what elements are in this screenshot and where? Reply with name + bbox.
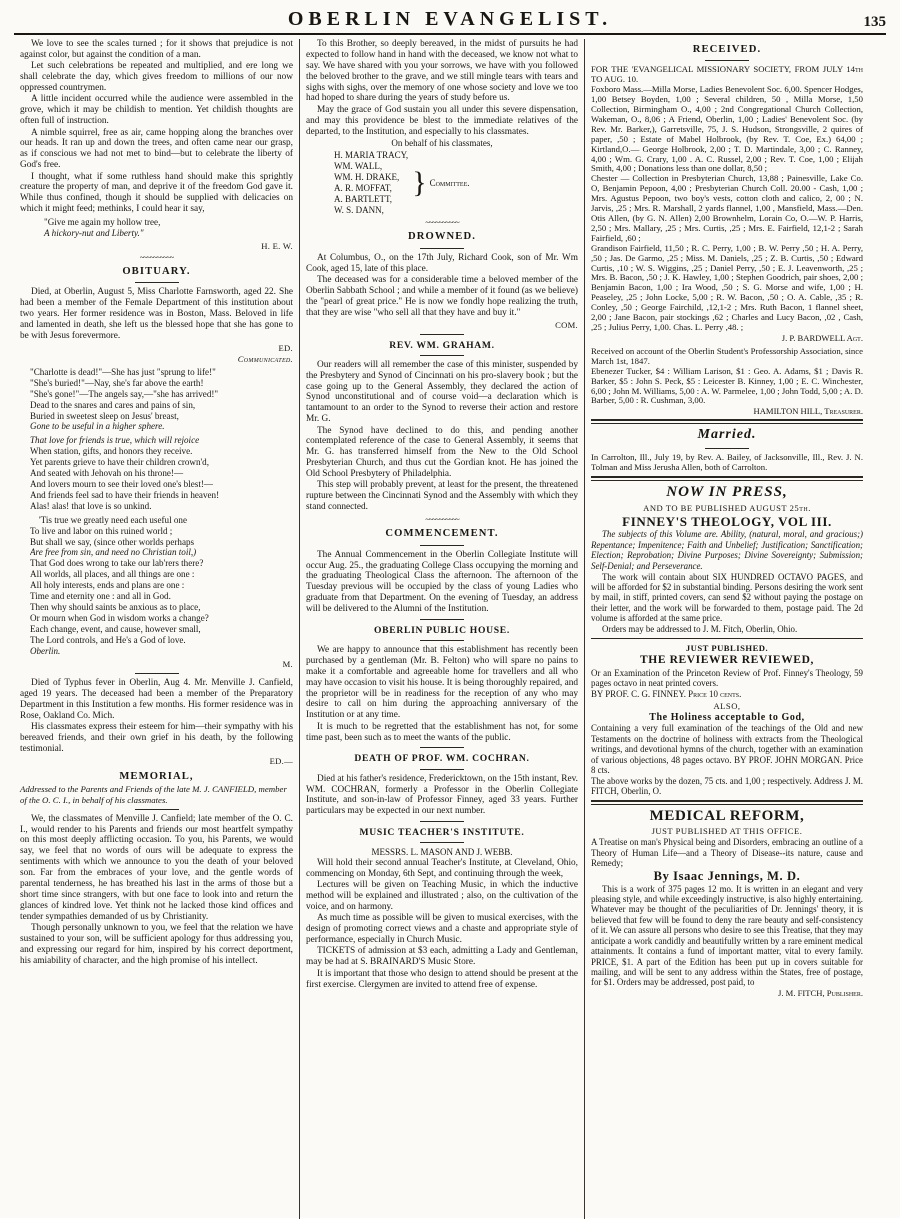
section-heading-obituary: OBITUARY.	[122, 266, 191, 278]
verse-line: "Charlotte is dead!"—She has just "sprung to life!"	[30, 366, 216, 377]
professorship-note: Received on account of the Oberlin Student's Professorship Association, since March 1st, 1847.	[591, 345, 863, 366]
signature: H. E. W.	[261, 240, 293, 251]
divider	[420, 545, 464, 546]
ad-title-reviewer-reviewed: THE REVIEWER REVIEWED,	[640, 654, 814, 667]
paragraph: Though personally unknown to you, we feel that the relation we have sustained to your son, will be sufficient apology for thus addressing you, and expressing our regard for him, inspired by his correct deportment, his amiability of character, and the high promise of his intellect.	[20, 922, 293, 966]
paragraph: The deceased was for a considerable time a beloved member of the Oberlin Sabbath School ; and while a member of it found (as we believe) the "pearl of great price." He is now we fondly hope realizing the truth, that they are wise "who sell all that they have and buy it."	[306, 275, 578, 318]
committee-member: H. MARIA TRACY,	[334, 150, 409, 161]
paragraph: To this Brother, so deeply bereaved, in the midst of pursuits he had expected to follow hand in hand with the deceased, we know not what to say. We have shared with you your sorrows, we have with you followed the beloved brother to the grave, and we still mingle tears with tears and sighs with sighs, over the memory of one whose society and love we too had hoped to share during the years of study before us.	[306, 39, 578, 104]
verse-line: "She's gone!"—The angels say,—"she has arrived!"	[30, 388, 219, 399]
verse-line: And friends feel sad to have their friends in heaven!	[30, 489, 220, 500]
committee-member: W. S. DANN,	[334, 205, 384, 216]
column-layout	[14, 39, 886, 1219]
verse-line: That God does wrong to take our lab'rers there?	[30, 558, 204, 569]
paragraph: May the grace of God sustain you all under this severe dispensation, and may this providence be blest to the immediate relatives of the departed, to the Institution, and especially to his classmates.	[306, 104, 578, 137]
divider	[705, 60, 749, 61]
ad-title-medical-reform: MEDICAL REFORM,	[649, 807, 805, 824]
paragraph: The above works by the dozen, 75 cts. and 1,00 ; respectively. Address J. M. FITCH, Oberlin, O.	[591, 775, 863, 797]
paragraph: BY PROF. C. G. FINNEY. Price 10 cents.	[591, 689, 742, 700]
treasurer-signature: HAMILTON HILL, Treasurer.	[753, 406, 863, 417]
paragraph: Let such celebrations be repeated and multiplied, and ere long we shall celebrate the day, which gives freedom to millions of our now oppressed countrymen.	[20, 61, 293, 93]
signature: M.	[282, 659, 293, 670]
verse-block	[20, 515, 293, 657]
quote-line: "Give me again my hollow tree,	[44, 217, 161, 227]
paragraph: Our readers will all remember the case of this minister, suspended by the Presbytery and Synod of Cincinnati on his pro-slavery book ; but the case going up to the General Assembly, they declared the action of Synod unconstitutional and of course void—a declaration which is tantamount to an order to the Synod to reverse their action and restore Mr. G.	[306, 359, 578, 425]
verse-line: And lovers mourn to see their loved one's blest!—	[30, 478, 213, 489]
verse-line: When station, gifts, and honors they receive.	[30, 446, 193, 457]
verse-line: Each change, event, and cause, however small,	[30, 623, 201, 634]
verse-line: Or mourn when God in wisdom works a change?	[30, 612, 209, 623]
column-one	[14, 39, 299, 1219]
page-title: OBERLIN EVANGELIST.	[287, 8, 613, 30]
page-number: 135	[863, 14, 886, 30]
divider	[135, 673, 179, 674]
paragraph: Lectures will be given on Teaching Music, in which the inductive method will be explained and illustrated ; also, on the cultivation of the voice, and on harmony.	[306, 880, 578, 912]
paragraph: A Treatise on man's Physical being and Disorders, embracing an outline of a Theory of Human Life—and a Theory of Disease--its nature, cause and Remedy;	[591, 837, 863, 869]
brace-glyph: }	[412, 166, 427, 200]
treasurer-signature: J. P. BARDWELL Agt.	[781, 332, 863, 343]
ad-label-just-published: JUST PUBLISHED.	[685, 643, 769, 654]
ornament-rule: ~~~~~~~~~~	[425, 218, 459, 228]
paragraph: Will hold their second annual Teacher's Institute, at Cleveland, Ohio, commencing on Monday, 6th Sept, and continuing through the week,	[306, 857, 578, 879]
committee-block	[306, 150, 578, 216]
masthead	[14, 8, 886, 35]
verse-line: To live and labor on this ruined world ;	[30, 525, 173, 536]
verse-line: Then why should saints be anxious as to place,	[30, 601, 201, 612]
section-heading-married: Married.	[697, 427, 757, 443]
verse-line: All holy interests, ends and plans are one :	[30, 580, 185, 591]
paragraph: Died at his father's residence, Fredericktown, on the 15th instant, Rev. WM. COCHRAN, formerly a Professor in the Oberlin Collegiate Institute, and son-in-law of Professor Finney, aged 33 years. Further particulars may be expected in our next number.	[306, 773, 578, 817]
section-heading-received: RECEIVED.	[692, 44, 762, 55]
verse-block	[20, 435, 293, 511]
ad-title-holiness: The Holiness acceptable to God,	[649, 711, 805, 723]
divider	[420, 640, 464, 641]
column-two	[299, 39, 584, 1219]
verse-line: All worlds, all places, and all things are one :	[30, 569, 195, 580]
verse-line: "She's buried!"—Nay, she's far above the earth!	[30, 377, 204, 388]
section-heading-cochran: DEATH OF PROF. WM. COCHRAN.	[354, 753, 530, 765]
paragraph: A nimble squirrel, free as air, came hopping along the branches over our heads. It ran up and down the trees, and often came near our grasp, as if conscious we had not met to bind—but to celebrate the liberty of God's free.	[20, 127, 293, 171]
divider	[420, 842, 464, 843]
divider	[420, 769, 464, 770]
verse-line: Yet parents grieve to have their children crown'd,	[30, 457, 209, 468]
divider	[420, 821, 464, 822]
ad-subheading: AND TO BE PUBLISHED AUGUST 25th.	[643, 503, 811, 514]
ad-label-also: ALSO,	[713, 700, 741, 711]
paragraph: We are happy to announce that this establishment has recently been purchased by a gentleman (Mr. B. Felton) who will spare no pains to make it a comfortable and agreeable home for travellers and all who may have occasion to visit his house. It is being thoroughly repaired, and the proprietor will be in readiness for the reception of any who may desire to call on him during the approaching anniversary of the Institution or at any time.	[306, 645, 578, 721]
section-heading-music-institute: MUSIC TEACHER'S INSTITUTE.	[359, 827, 525, 839]
received-list: Grandison Fairfield, 11,50 ; R. C. Perry, 1,00 ; B. W. Perry ,50 ; H. A. Perry, ,50 ; Jas. De Garmo, ,25 ; Miss. M. Daniels, ,25 ; Z. B. Curtis, ,50 ; Edward Curtis, ,10 ; W. S. Wiggins, ,25 ; Daniel Perry, ,50 ; E. J. Leavenworth, ,25 ; Mrs. B. Bacon, ,50 ; J. K. Hawley, 1,00 ; Stephen Goodrich, pair shoes, 2,00 ; Benjamin Bacon, 1,00 ; Ira Wood, ,50 ; S. G. Morse and wife, 1,00 ; H. Peaseley, ,25 ; John Locke, 5,00 ; R. W. Bacon, ,50 ; O. A. Cable, ,35 ; R. Conley, ,50 ; George Fairchild, ,12,1-2 ; Mrs. Ruth Bacon, 1 flannel sheet, 2,00 ; Jane Bacon, pair stockings ,62 ; Charles and Lucy Bacon, ,02 , Cash, ,25 ; Julius Perry, 1,00. Chas. L. Perry ,48. ;	[591, 242, 863, 332]
verse-line: And seated with Jehovah on his throne!—	[30, 468, 184, 479]
paragraph: As much time as possible will be given to musical exercises, with the design of promoting correct views and a chaste and appropriate style of performance, especially in Church Music.	[306, 913, 578, 946]
verse-place: Oberlin.	[30, 645, 61, 656]
section-heading-drowned: DROWNED.	[408, 231, 476, 243]
section-heading-graham: REV. WM. GRAHAM.	[389, 339, 495, 351]
verse-quote	[20, 217, 293, 239]
section-heading-memorial: MEMORIAL,	[119, 771, 194, 783]
verse-line: Are free from sin, and need no Christian toil,)	[30, 547, 197, 558]
received-list: Foxboro Mass.—Milla Morse, Ladies Benevolent Soc. 6,00. Spencer Hodges, 1,00 Betsey Boyden, 1,00 ; Several children, 50 , Milla Morse, 1,50 Collection, Birmingham O., 4,00 ; 2nd Congregational Church Collection, Wakeman, O., 8,06 ; A Friend, Oberlin, 1,00 ; Ladies' Benevolent Soc. (by Rev. Mr. Barker,), Garretsville, 75, J. S. Hudson, Strongsville, 2 quires of paper, ,50 ; Estate of Mabel Holbrook, (by Rev. T. Coe, Ex.) 64,00 ; Kirtland,O.— George Holbrook, 2,00 ; T. D. Martindale, 3,00 ; C. Ranney, 4,00 ; Wm. G. Crary, 1,00 . A. C. Russel, 2,00 ; Rev. T. Coe, 1,00 ; Elijah Smith, 4,00 ; Donations less than one dollar, 8,50 ;	[591, 84, 863, 174]
verse-line: Alas! alas! that love is so unkind.	[30, 500, 152, 511]
section-heading-public-house: OBERLIN PUBLIC HOUSE.	[374, 624, 510, 636]
divider	[135, 282, 179, 283]
verse-line: That love for friends is true, which will rejoice	[30, 435, 200, 446]
committee-member: A. R. MOFFAT,	[334, 183, 392, 194]
committee-member: WM. H. DRAKE,	[334, 172, 400, 183]
music-presenters: MESSRS. L. MASON AND J. WEBB.	[371, 847, 513, 858]
paragraph: The subjects of this Volume are. Ability, (natural, moral, and gracious;) Repentance; Impenitence; Faith and Unbelief; Justification; Sanctification; Election; Reprobation; Divine Purposes; Divine Sovereignty; Submission; Self-Denial; and Perseverance.	[591, 529, 863, 571]
received-subtitle: FOR THE 'EVANGELICAL MISSIONARY SOCIETY, FROM JULY 14th TO AUG. 10.	[591, 64, 863, 85]
paragraph: Orders may be addressed to J. M. Fitch, Oberlin, Ohio.	[602, 624, 798, 635]
verse-line: Gone to be useful in a higher sphere.	[30, 421, 165, 432]
paragraph: We love to see the scales turned ; for it shows that prejudice is not against color, but against the condition of a man.	[20, 39, 293, 60]
marriage-notice: In Carrolton, Ill., July 19, by Rev. A. Bailey, of Jacksonville, Ill., Rev. J. N. Tolman and Miss Jerusha Allen, both of Carrolton.	[591, 451, 863, 472]
paragraph: Died, at Oberlin, August 5, Miss Charlotte Farnsworth, aged 22. She had been a member of the Female Department of this institution about two years. Her former residence was in Boston, Mass. Beloved in life and lamented in death, she left us the blessed hope that she has gone to be with Jesus forevermore.	[20, 287, 293, 341]
divider	[420, 619, 464, 620]
verse-line: 'Tis true we greatly need each useful one	[39, 514, 188, 525]
committee-member: A. BARTLETT,	[334, 194, 393, 205]
verse-line: The Lord controls, and He's a God of love.	[30, 634, 186, 645]
verse-block	[20, 367, 293, 432]
signature: ED.	[278, 342, 293, 353]
received-list: Chester — Collection in Presbyterian Church, 13,88 ; Painesville, Lake Co. O, Benjamin Pepoon, 4,00 ; Presbyterian Church Coll. 20.00 - Cash, 1,00 ; Mrs. Agustus Pepoon, two boy's vests, cotton cloth and calico, 2, 00 ; N. Jarvis, ,25 ; Mrs. R. Marshall, 2 yards flannel, 1,00 , Mansfield, Mass.—Den. Otis Allen, (by G. N. Allen) 2,00 Brownhelm, Lorain Co, O.—W. P. Harris, 2,50 ; Mrs. Mallary, ,25 ; Mrs. Curtis, ,25 ; Mrs. E. Fairfield, 12,1-2 ; Sarah Fairfield, ,60 ;	[591, 173, 863, 243]
verse-line: Buried in sweetest sleep on Jesus' breast,	[30, 410, 179, 421]
divider	[591, 800, 863, 805]
signature: COM.	[555, 319, 578, 330]
divider	[420, 747, 464, 748]
memorial-subtitle: Addressed to the Parents and Friends of the late M. J. CANFIELD, member of the O. C. I., in behalf of his classmates.	[20, 784, 287, 805]
signature: ED.—	[269, 756, 293, 767]
committee-member: WM. WALL,	[334, 161, 383, 172]
divider	[420, 334, 464, 335]
paragraph: This step will probably prevent, at least for the present, the threatened rupture between the Cincinnati Synod and the Assembly with which they stand connected.	[306, 480, 578, 513]
paragraph: Containing a very full examination of the teachings of the Old and new Testaments on the doctrine of holiness with extracts from the Theological writings, and devotional hymns of the church, together with an examination of various objections, 48 pages octavo. BY PROF. JOHN MORGAN. Price 8 cts.	[591, 723, 863, 776]
ad-title-finneys-theology: FINNEY'S THEOLOGY, VOL III.	[622, 514, 832, 530]
paragraph: Or an Examination of the Princeton Review of Prof. Finney's Theology, 59 pages octavo in neat printed covers.	[591, 667, 863, 689]
section-heading-commencement: COMMENCEMENT.	[385, 528, 499, 540]
divider	[591, 638, 863, 639]
paragraph: It is much to be regretted that the establishment has not, for some time past, been such as to meet the wants of the public.	[306, 721, 578, 743]
paragraph: At Columbus, O., on the 17th July, Richard Cook, son of Mr. Wm Cook, aged 15, late of this place.	[306, 252, 578, 274]
committee-names	[306, 150, 408, 216]
paragraph: This is a work of 375 pages 12 mo. It is written in an elegant and very pleasing style, and while exceedingly instructive, is also highly entertaining. Whatever may be thought of the peculiarities of Dr. Jennings' theory, it is believed that few will be found to deny the rare beauty and self-consistency of it. We can assure all persons who desire to see this Treatise, that they may anticipate a work candidly and beautifully written by a rare eminent medical attainments. It contains a fund of important matter, vital to every family. PRICE, $1. A part of the Edition has been put up in covers suitable for mailing, and will be sent to any address within the States, free of postage, for $1. Orders may be addressed, post paid, to	[591, 883, 863, 988]
quote-line: A hickory-nut and Liberty."	[44, 227, 144, 238]
paragraph: A little incident occurred while the audience were assembled in the grove, which it may be childish to mention. Yet childish thoughts are often full of instruction.	[20, 94, 293, 127]
committee-label: Committee.	[429, 178, 470, 189]
paragraph: TICKETS of admission at $3 each, admitting a Lady and Gentleman, may be had at S. BRAINARD'S Music Store.	[306, 946, 578, 968]
paragraph: Died of Typhus fever in Oberlin, Aug 4. Mr. Menville J. Canfield, aged 19 years. The deceased had been a member of the Preparatory Department in this Institution a few months. His former residence was in Rose, Oakland Co. Mich.	[20, 678, 293, 722]
paragraph: We, the classmates of Menville J. Canfield; late member of the O. C. I., would render to his Parents and friends our most heartfelt sympathy on this most deeply afflicting occasion. To you, his Parents, we would say, we feel that no words of ours will be adequate to express the sentiments with which we announce to you the death of your beloved son. Far from the embraces of your love, and the gentle words of parental tenderness, he has breathed his last in the arms of those but a short time since strangers, with but one face to look into and return the glances of kindred love. Yet think not he lacked those kind offices and tender sympathies demanded of us by Christianity.	[20, 813, 293, 922]
divider	[591, 419, 863, 424]
ad-heading-now-in-press: NOW IN PRESS,	[666, 483, 788, 500]
verse-line: Dead to the snares and cares and pains of sin,	[30, 399, 196, 410]
divider	[420, 355, 464, 356]
divider	[705, 448, 749, 449]
paragraph: The Annual Commencement in the Oberlin Collegiate Institute will occur Aug. 25., the graduating College Class occupying the morning and the graduating Theological Class the afternoon. The afternoon of the Tuesday previous will be occupied by the class of young Ladies who graduate from that Department. On the evening of Tuesday, an address will be delivered to the Alumni of the Institution.	[306, 549, 578, 614]
paragraph: The Synod have declined to do this, and pending another contemplated reference of the case to General Assembly, it seems that Mr. G. has transferred himself from the New to the Old School Presbyterian Church, and thus cut the Gordian knot. He has joined the Old School Presbytery of Philadelphia.	[306, 425, 578, 480]
ornament-rule: ~~~~~~~~~~	[139, 252, 174, 262]
verse-line: But shall we say, (since other worlds perhaps	[30, 536, 195, 547]
ad-author: By Isaac Jennings, M. D.	[653, 869, 801, 884]
professorship-list: Ebenezer Tucker, $4 : William Larison, $1 : Geo. A. Adams, $1 ; Davis R. Barker, $5 : John S. Peck, $5 : Leicester B. Kinney, 1,00 ; E. C. Winchester, 6,00 ; John M. Williams, 5,00 : A. W. Parmelee, 1,00 ; John Todd, 5,00 ; A. D. Barber, 5,00 : R. Cushman, 3,00.	[591, 365, 863, 406]
paragraph: His classmates express their esteem for him—their sympathy with his bereaved friends, and their own grief in his death, by the following testimonial.	[20, 722, 293, 755]
divider	[591, 476, 863, 481]
paragraph: The work will contain about SIX HUNDRED OCTAVO PAGES, and will be afforded for $2 in substantial binding. Persons desiring the work sent by mail, in stiff, printed covers, can send $2 without paying the postage on their letter, and the work will be forwarded to them, postage paid. The 2d volume is afforded at the same price.	[591, 571, 863, 624]
divider	[420, 248, 464, 249]
paragraph: I thought, what if some ruthless hand should make this sprightly creature the property of man, and deprive it of the freedom God gave it. While thus confined, though it should be supplied with delicacies on which it might feed; methinks, I could hear it say,	[20, 171, 293, 215]
publisher-signature: J. M. FITCH, Publisher.	[778, 988, 863, 999]
ornament-rule: ~~~~~~~~~~	[425, 515, 459, 525]
divider	[135, 809, 179, 810]
ad-subheading: JUST PUBLISHED AT THIS OFFICE.	[651, 826, 803, 837]
verse-line: Time and eternity one : and all in God.	[30, 591, 171, 602]
byline: Communicated.	[237, 353, 293, 364]
column-three	[584, 39, 869, 1219]
paragraph: It is important that those who design to attend should be present at the first exercise. Clergymen are invited to attend free of expense.	[306, 968, 578, 990]
behalf-line: On behalf of his classmates,	[391, 137, 493, 148]
